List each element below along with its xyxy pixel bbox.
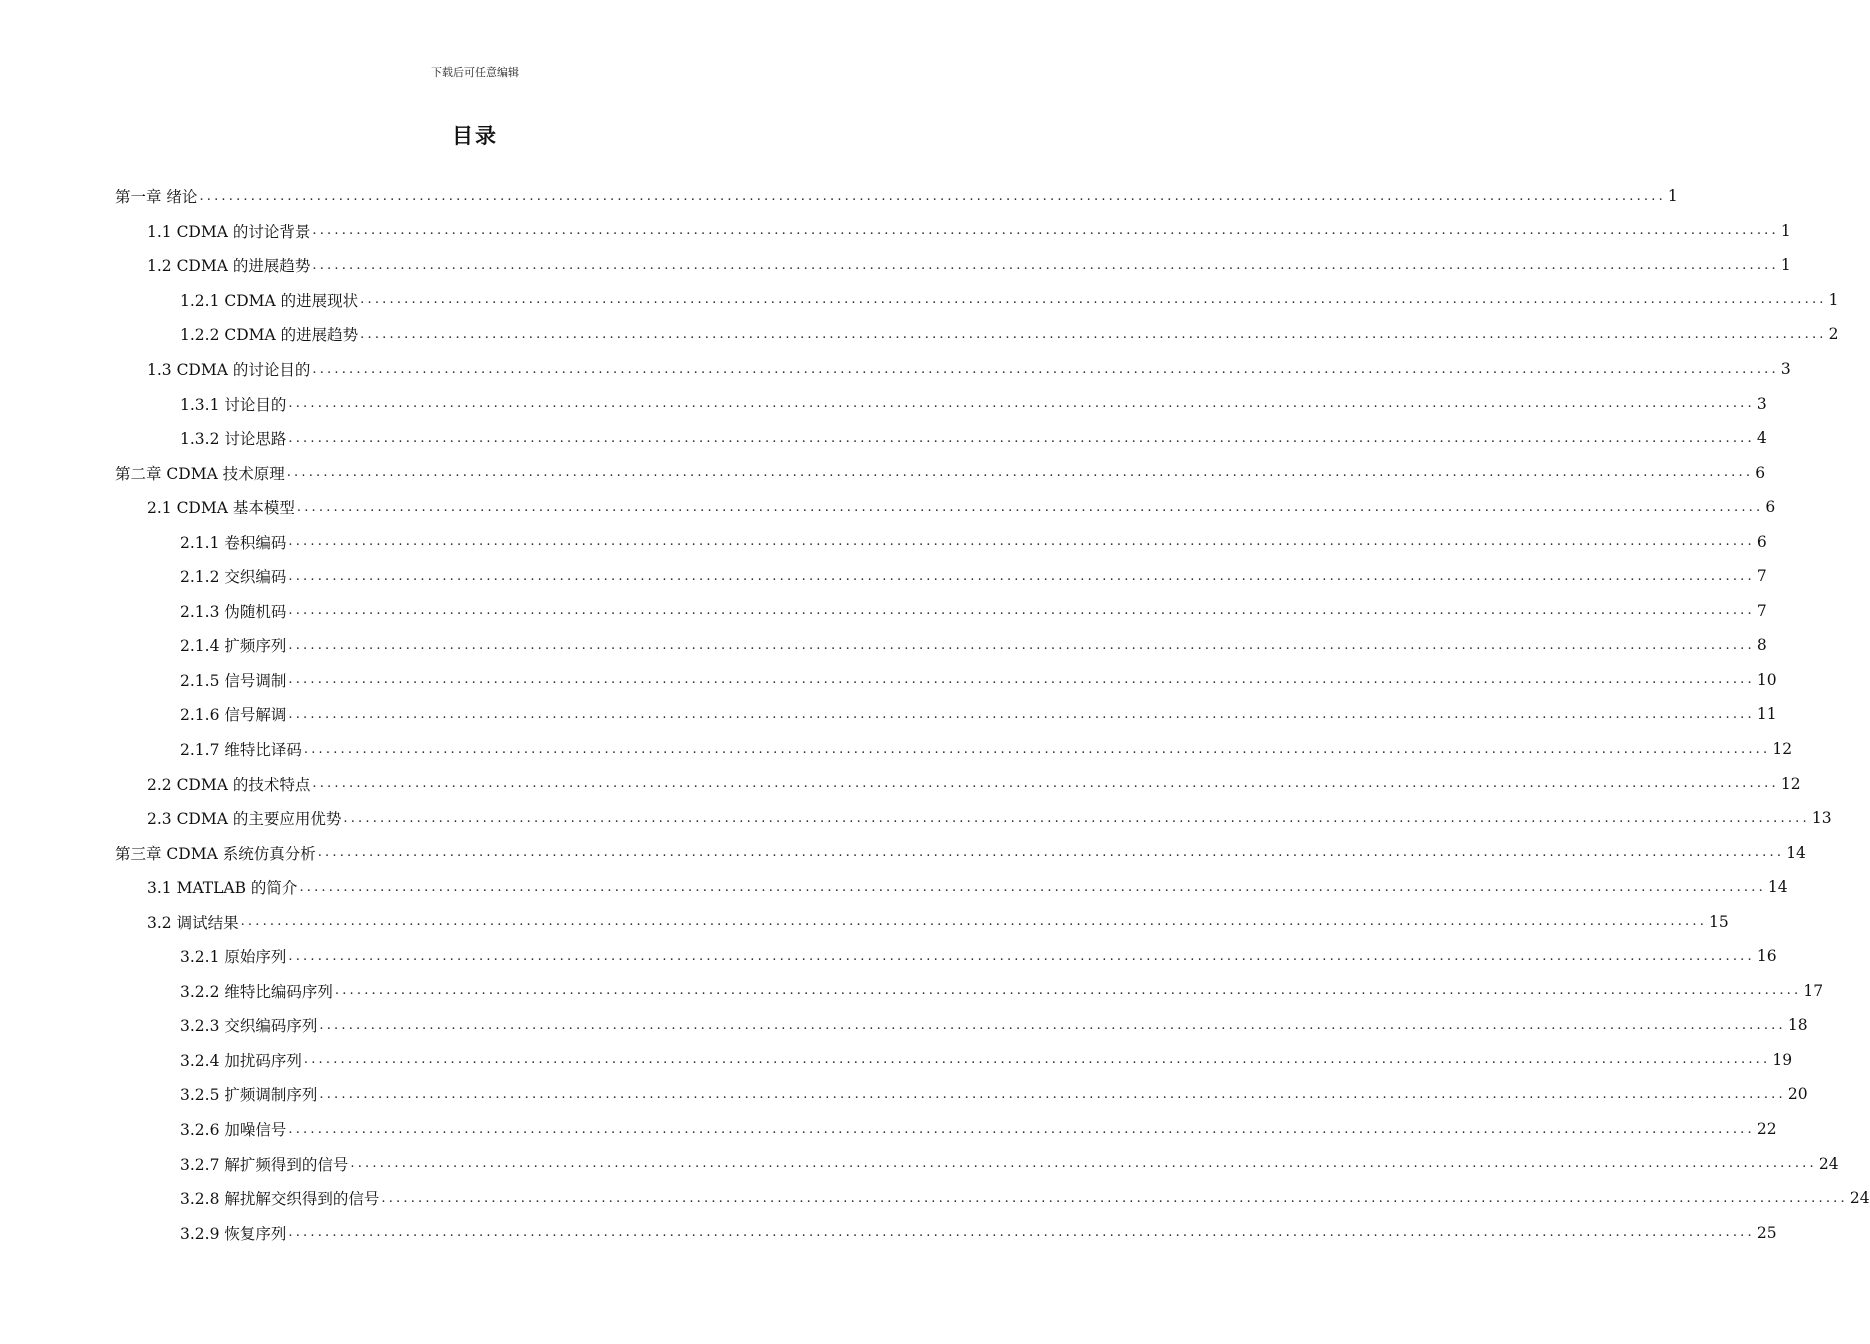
toc-entry[interactable] <box>0 697 1777 732</box>
toc-entry[interactable] <box>0 904 1729 939</box>
toc-entry[interactable] <box>0 766 1801 801</box>
toc-entry-page: 6 <box>1765 498 1776 517</box>
toc-entry-label: 3.2.1 原始序列 <box>180 948 287 967</box>
toc-entry-page: 22 <box>1756 1120 1777 1139</box>
toc-entry-label: 3.2.9 恢复序列 <box>180 1224 287 1243</box>
toc-entry-page: 14 <box>1786 843 1806 862</box>
toc-entry-label: 2.1.5 信号调制 <box>180 671 287 690</box>
toc-entry-page: 18 <box>1787 1016 1808 1035</box>
toc-entry-page: 7 <box>1756 601 1767 620</box>
toc-entry-page: 12 <box>1772 740 1793 759</box>
toc-entry-label: 3.2.2 维特比编码序列 <box>180 982 333 1001</box>
toc-entry-page: 8 <box>1756 636 1767 655</box>
toc-entry-page: 6 <box>1756 532 1767 551</box>
toc-entry[interactable] <box>0 455 1766 490</box>
toc-dot-leader: ........................................................................................................................................................................................................ <box>288 706 1755 722</box>
toc-dot-leader: ........................................................................................................................................................................................................ <box>288 948 1755 964</box>
toc-entry-label: 3.2 调试结果 <box>147 913 239 932</box>
toc-entry[interactable] <box>0 283 1839 318</box>
toc-entry-label: 3.2.7 解扩频得到的信号 <box>180 1155 349 1174</box>
toc-dot-leader: ........................................................................................................................................................................................................ <box>288 1121 1755 1137</box>
toc-entry[interactable] <box>0 1112 1777 1147</box>
toc-entry[interactable] <box>0 835 1806 870</box>
toc-entry[interactable] <box>0 594 1767 629</box>
toc-entry-label: 3.2.6 加噪信号 <box>180 1121 287 1140</box>
toc-entry[interactable] <box>0 524 1767 559</box>
toc-dot-leader: ........................................................................................................................................................................................................ <box>360 292 1827 308</box>
toc-entry-page: 24 <box>1818 1154 1839 1173</box>
toc-entry-page: 2 <box>1828 325 1839 344</box>
toc-dot-leader: ........................................................................................................................................................................................................ <box>303 1052 1771 1068</box>
toc-entry-label: 2.3 CDMA 的主要应用优势 <box>147 810 342 829</box>
toc-dot-leader: ........................................................................................................................................................................................................ <box>334 983 1802 999</box>
toc-entry[interactable] <box>0 490 1776 525</box>
toc-entry-label: 1.2.2 CDMA 的进展趋势 <box>180 326 359 345</box>
toc-entry-page: 3 <box>1756 394 1767 413</box>
toc-entry[interactable] <box>0 1146 1839 1181</box>
toc-entry-page: 15 <box>1709 912 1729 931</box>
toc-dot-leader: ........................................................................................................................................................................................................ <box>288 637 1755 653</box>
table-of-contents <box>0 179 1870 1250</box>
toc-entry-label: 3.2.3 交织编码序列 <box>180 1017 318 1036</box>
toc-entry-page: 1 <box>1828 290 1839 309</box>
toc-entry[interactable] <box>0 939 1777 974</box>
toc-entry-label: 1.2.1 CDMA 的进展现状 <box>180 291 359 310</box>
toc-dot-leader: ........................................................................................................................................................................................................ <box>288 396 1755 412</box>
toc-dot-leader: ........................................................................................................................................................................................................ <box>350 1156 1817 1172</box>
toc-entry[interactable] <box>0 1181 1870 1216</box>
toc-entry-label: 2.1.3 伪随机码 <box>180 602 287 621</box>
toc-entry-label: 第一章 绪论 <box>115 188 198 207</box>
toc-dot-leader: ........................................................................................................................................................................................................ <box>343 810 1810 826</box>
toc-entry[interactable] <box>0 1077 1808 1112</box>
toc-entry-label: 3.2.4 加扰码序列 <box>180 1051 302 1070</box>
toc-entry-page: 25 <box>1756 1223 1777 1242</box>
toc-entry-page: 6 <box>1755 463 1766 482</box>
toc-entry[interactable] <box>0 1215 1777 1250</box>
toc-dot-leader: ........................................................................................................................................................................................................ <box>299 879 1766 895</box>
toc-entry-label: 2.2 CDMA 的技术特点 <box>147 775 311 794</box>
toc-entry-label: 2.1.4 扩频序列 <box>180 637 287 656</box>
toc-entry-page: 3 <box>1780 360 1791 378</box>
toc-dot-leader: ........................................................................................................................................................................................................ <box>288 568 1755 584</box>
toc-entry-label: 1.3 CDMA 的讨论目的 <box>147 361 311 379</box>
toc-dot-leader: ........................................................................................................................................................................................................ <box>312 361 1779 377</box>
toc-dot-leader: ........................................................................................................................................................................................................ <box>303 741 1771 757</box>
toc-entry-page: 20 <box>1787 1085 1808 1104</box>
toc-dot-leader: ........................................................................................................................................................................................................ <box>288 534 1755 550</box>
toc-entry[interactable] <box>0 628 1767 663</box>
toc-entry[interactable] <box>0 1008 1808 1043</box>
toc-entry-page: 12 <box>1780 774 1801 793</box>
toc-entry[interactable] <box>0 974 1824 1009</box>
toc-entry[interactable] <box>0 1043 1793 1078</box>
toc-dot-leader: ........................................................................................................................................................................................................ <box>288 603 1755 619</box>
toc-dot-leader: ........................................................................................................................................................................................................ <box>240 914 1708 930</box>
toc-entry-page: 19 <box>1772 1050 1793 1069</box>
toc-entry-label: 2.1.2 交织编码 <box>180 568 287 587</box>
toc-dot-leader: ........................................................................................................................................................................................................ <box>199 188 1666 204</box>
toc-entry-label: 1.2 CDMA 的进展趋势 <box>147 257 311 276</box>
toc-entry[interactable] <box>0 214 1791 249</box>
toc-dot-leader: ........................................................................................................................................................................................................ <box>288 672 1755 688</box>
toc-entry[interactable] <box>0 559 1767 594</box>
toc-entry-label: 第二章 CDMA 技术原理 <box>115 464 285 483</box>
toc-entry-label: 2.1.7 维特比译码 <box>180 741 302 760</box>
toc-dot-leader: ........................................................................................................................................................................................................ <box>286 465 1754 481</box>
toc-dot-leader: ........................................................................................................................................................................................................ <box>312 257 1779 273</box>
toc-dot-leader: ........................................................................................................................................................................................................ <box>312 776 1779 792</box>
toc-entry[interactable] <box>0 870 1788 905</box>
toc-entry[interactable] <box>0 179 1678 214</box>
toc-entry-page: 7 <box>1756 567 1767 586</box>
toc-entry[interactable] <box>0 386 1767 421</box>
toc-entry-page: 17 <box>1803 981 1824 1000</box>
toc-entry-label: 第三章 CDMA 系统仿真分析 <box>115 844 316 863</box>
toc-entry-page: 24 <box>1849 1189 1870 1208</box>
toc-entry[interactable] <box>0 732 1793 767</box>
toc-entry[interactable] <box>0 352 1791 387</box>
toc-entry-label: 2.1 CDMA 基本模型 <box>147 499 295 518</box>
toc-entry[interactable] <box>0 317 1839 352</box>
toc-entry-page: 16 <box>1756 947 1777 966</box>
toc-entry[interactable] <box>0 663 1777 698</box>
toc-entry-label: 1.3.2 讨论思路 <box>180 430 287 449</box>
toc-entry-label: 3.2.8 解扰解交织得到的信号 <box>180 1190 380 1209</box>
header-note: 下载后可任意编辑 <box>431 66 519 79</box>
toc-entry-label: 2.1.1 卷积编码 <box>180 533 287 552</box>
toc-dot-leader: ........................................................................................................................................................................................................ <box>317 845 1785 861</box>
toc-entry-page: 10 <box>1756 670 1777 689</box>
toc-dot-leader: ........................................................................................................................................................................................................ <box>296 499 1764 515</box>
toc-entry-page: 1 <box>1780 221 1791 240</box>
toc-entry-page: 1 <box>1780 256 1791 275</box>
toc-entry[interactable] <box>0 801 1832 836</box>
toc-entry-label: 3.1 MATLAB 的简介 <box>147 879 298 898</box>
toc-entry-page: 14 <box>1767 878 1788 897</box>
toc-dot-leader: ........................................................................................................................................................................................................ <box>319 1086 1786 1102</box>
toc-dot-leader: ........................................................................................................................................................................................................ <box>381 1190 1848 1206</box>
toc-entry-page: 4 <box>1756 429 1767 448</box>
toc-dot-leader: ........................................................................................................................................................................................................ <box>360 326 1827 342</box>
toc-entry-page: 1 <box>1667 187 1678 206</box>
toc-entry-label: 1.3.1 讨论目的 <box>180 395 287 414</box>
toc-entry-label: 3.2.5 扩频调制序列 <box>180 1086 318 1105</box>
toc-entry-label: 1.1 CDMA 的讨论背景 <box>147 222 311 241</box>
toc-entry-label: 2.1.6 信号解调 <box>180 706 287 725</box>
toc-dot-leader: ........................................................................................................................................................................................................ <box>288 430 1755 446</box>
toc-entry[interactable] <box>0 248 1791 283</box>
toc-entry-page: 13 <box>1811 809 1832 828</box>
toc-entry[interactable] <box>0 421 1767 456</box>
toc-dot-leader: ........................................................................................................................................................................................................ <box>288 1225 1755 1241</box>
toc-dot-leader: ........................................................................................................................................................................................................ <box>319 1017 1786 1033</box>
toc-dot-leader: ........................................................................................................................................................................................................ <box>312 223 1779 239</box>
toc-title: 目录 <box>452 124 498 148</box>
toc-entry-page: 11 <box>1756 705 1777 724</box>
